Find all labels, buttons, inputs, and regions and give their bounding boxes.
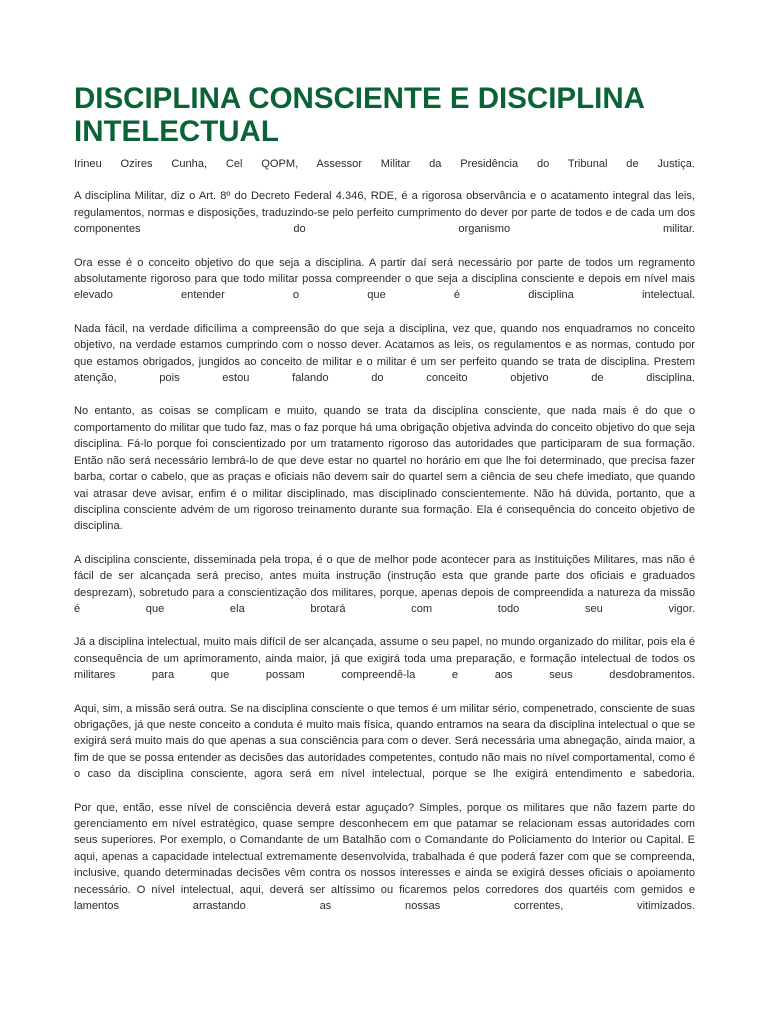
- paragraph-2: Ora esse é o conceito objetivo do que seja a disciplina. A partir daí será necessário por parte de todos um regramento absolutamente rigoroso para que todo militar possa compreender o que seja a disciplina consciente e depois em nível mais elevado entender o que é disciplina intelectual.: [74, 256, 695, 302]
- paragraph-3: Nada fácil, na verdade dificílima a compreensão do que seja a disciplina, vez que, quando nos enquadramos no conceito objetivo, na verdade estamos cumprindo com o nosso dever. Acatamos as leis, os regulamentos e as normas, contudo por que estamos obrigados, jungidos ao conceito de militar e o militar é um ser perfeito quando se trata de disciplina. Prestem atenção, pois estou falando do conceito objetivo de disciplina.: [74, 322, 695, 385]
- paragraph-1: A disciplina Militar, diz o Art. 8º do Decreto Federal 4.346, RDE, é a rigorosa observância e o acatamento integral das leis, regulamentos, normas e disposições, traduzindo-se pelo perfeito cumprimento do dever por parte de todos e de cada um dos componentes do organismo militar.: [74, 190, 695, 236]
- paragraph-5: A disciplina consciente, disseminada pela tropa, é o que de melhor pode acontecer para as Instituições Militares, mas não é fácil de ser alcançada será preciso, antes muita instrução (instrução esta que grande parte dos oficiais e graduados desprezam), sobretudo para a conscientização dos militares, porque, apenas depois de compreendida a natureza da missão é que ela brotará com todo seu vigor.: [74, 553, 695, 615]
- article-byline: Irineu Ozires Cunha, Cel QOPM, Assessor Militar da Presidência do Tribunal de Justiça.: [74, 158, 695, 170]
- article-title: DISCIPLINA CONSCIENTE E DISCIPLINA INTELECTUAL: [74, 82, 644, 148]
- paragraph-7: Aqui, sim, a missão será outra. Se na disciplina consciente o que temos é um militar sério, compenetrado, consciente de suas obrigações, já que neste conceito a conduta é muito mais física, quando entramos na seara da disciplina intelectual o que se exigirá será muito mais do que apenas a sua consciência para com o dever. Será necessária uma abnegação, ainda maior, a fim de que se possa entender as decisões das autoridades competentes, contudo não mais no nível comportamental, como é o caso da disciplina consciente, agora será em nível intelectual, porque se lhe exigirá entendimento e sabedoria.: [74, 702, 695, 781]
- paragraph-6: Já a disciplina intelectual, muito mais difícil de ser alcançada, assume o seu papel, no mundo organizado do militar, pois ela é consequência de um aprimoramento, ainda maior, já que exigirá toda uma preparação, e formação intelectual de todos os militares para que possam compreendê-la e aos seus desdobramentos.: [74, 636, 695, 682]
- article: [74, 82, 695, 931]
- paragraph-8: Por que, então, esse nível de consciência deverá estar aguçado? Simples, porque os militares que não fazem parte do gerenciamento em nível estratégico, quase sempre desconhecem em que patamar se relacionam essas autoridades com seus superiores. Por exemplo, o Comandante de um Batalhão com o Comandante do Policiamento do Interior ou Capital. E aqui, apenas a capacidade intelectual extremamente desenvolvida, trabalhada é que poderá fazer com que se compreenda, inclusive, quando determinadas decisões vêm contra os nossos interesses e ainda se exigirá desses oficiais o apoiamento necessário. O nível intelectual, aqui, deverá ser altíssimo ou ficaremos pelos corredores dos quartéis com gemidos e lamentos arrastando as nossas correntes, vitimizados.: [74, 801, 695, 913]
- paragraph-4: No entanto, as coisas se complicam e muito, quando se trata da disciplina consciente, que nada mais é do que o comportamento do militar que tudo faz, mas o faz porque há uma obrigação objetiva advinda do conceito objetivo do que seja disciplina. Fá-lo porque foi conscientizado por um tratamento rigoroso das autoridades que participaram de sua formação. Então não será necessário lembrá-lo de que deve estar no quartel no horário em que lhe foi determinado, que precisa fazer barba, cortar o cabelo, que as praças e oficiais não devem sair do quartel sem a ciência de seu chefe imediato, que quando vai atrasar deve avisar, enfim é o militar disciplinado, mas disciplinado conscientemente. Não há dúvida, portanto, que a disciplina consciente advém de um rigoroso treinamento durante sua formação. Ela é consequência do conceito objetivo de disciplina.: [74, 405, 695, 533]
